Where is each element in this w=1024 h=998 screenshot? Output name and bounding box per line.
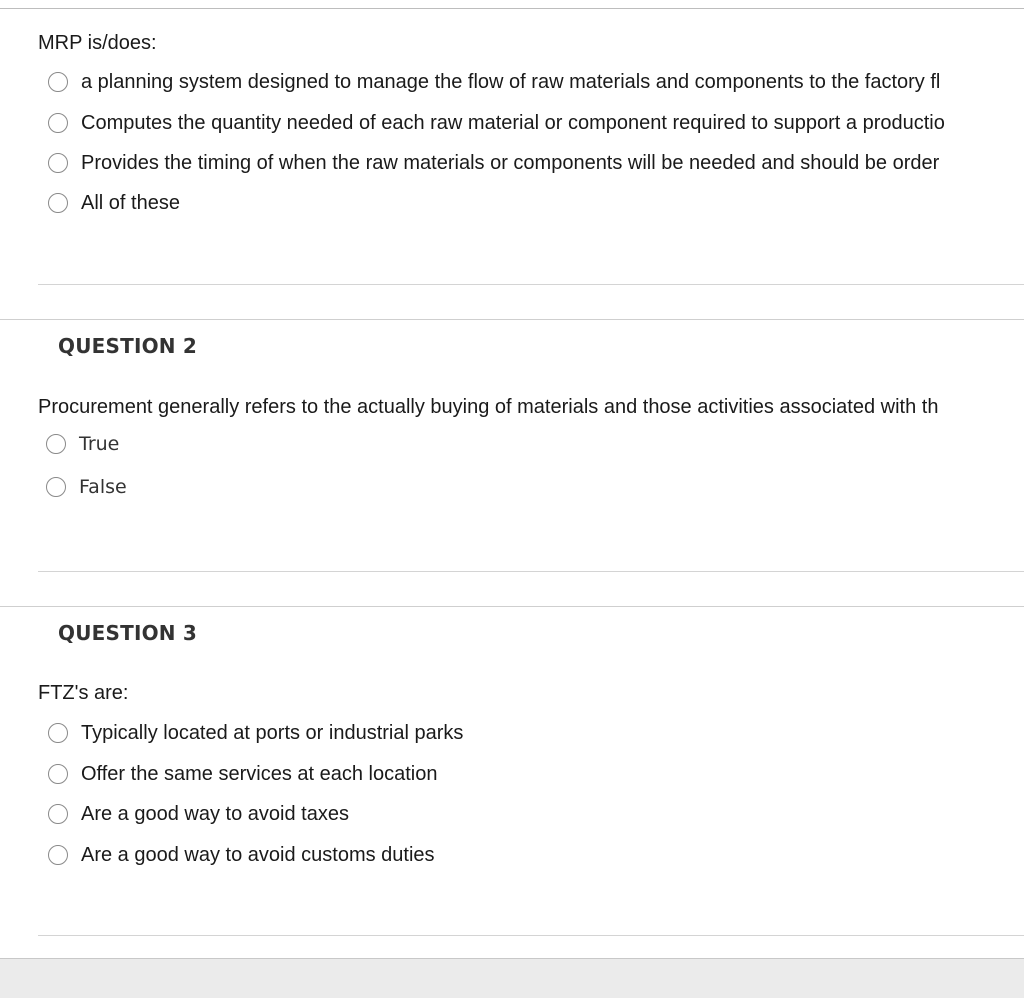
option-label: Typically located at ports or industrial parks	[81, 722, 464, 744]
option-label: True	[79, 433, 120, 455]
question-3-heading: QUESTION 3	[58, 621, 198, 645]
option-label: a planning system designed to manage the flow of raw materials and components to the factory fl	[81, 71, 941, 93]
question-1-bottom-divider	[38, 284, 1024, 285]
radio-button[interactable]	[48, 72, 68, 92]
option-label: Offer the same services at each location	[81, 763, 438, 785]
option-label: Provides the timing of when the raw materials or components will be needed and should be order	[81, 152, 940, 174]
question-3-option-1[interactable]	[48, 721, 463, 745]
question-1-option-2[interactable]	[48, 111, 945, 135]
radio-button[interactable]	[48, 764, 68, 784]
question-1-prompt: MRP is/does:	[38, 32, 157, 54]
question-1-option-1[interactable]	[48, 70, 940, 94]
top-divider	[0, 8, 1024, 9]
question-2-bottom-divider	[38, 571, 1024, 572]
radio-button[interactable]	[48, 113, 68, 133]
radio-button[interactable]	[48, 845, 68, 865]
question-3-top-divider	[0, 606, 1024, 607]
question-1-option-4[interactable]	[48, 191, 180, 215]
option-label: Are a good way to avoid customs duties	[81, 844, 435, 866]
radio-button[interactable]	[48, 193, 68, 213]
question-3-option-2[interactable]	[48, 762, 437, 786]
question-1-option-3[interactable]	[48, 151, 939, 175]
question-3-option-3[interactable]	[48, 802, 349, 826]
question-2-option-false[interactable]	[46, 475, 127, 499]
question-3-prompt: FTZ's are:	[38, 682, 129, 704]
radio-button[interactable]	[48, 723, 68, 743]
option-label: All of these	[81, 192, 180, 214]
radio-button[interactable]	[48, 804, 68, 824]
radio-button[interactable]	[48, 153, 68, 173]
option-label: False	[79, 476, 127, 498]
option-label: Computes the quantity needed of each raw material or component required to support a productio	[81, 112, 945, 134]
footer-bar	[0, 958, 1024, 998]
question-3-bottom-divider	[38, 935, 1024, 936]
question-2-prompt: Procurement generally refers to the actually buying of materials and those activities associated with th	[38, 396, 939, 418]
option-label: Are a good way to avoid taxes	[81, 803, 349, 825]
radio-button[interactable]	[46, 477, 66, 497]
question-2-option-true[interactable]	[46, 432, 119, 456]
question-2-heading: QUESTION 2	[58, 334, 198, 358]
radio-button[interactable]	[46, 434, 66, 454]
question-3-option-4[interactable]	[48, 843, 435, 867]
question-2-top-divider	[0, 319, 1024, 320]
